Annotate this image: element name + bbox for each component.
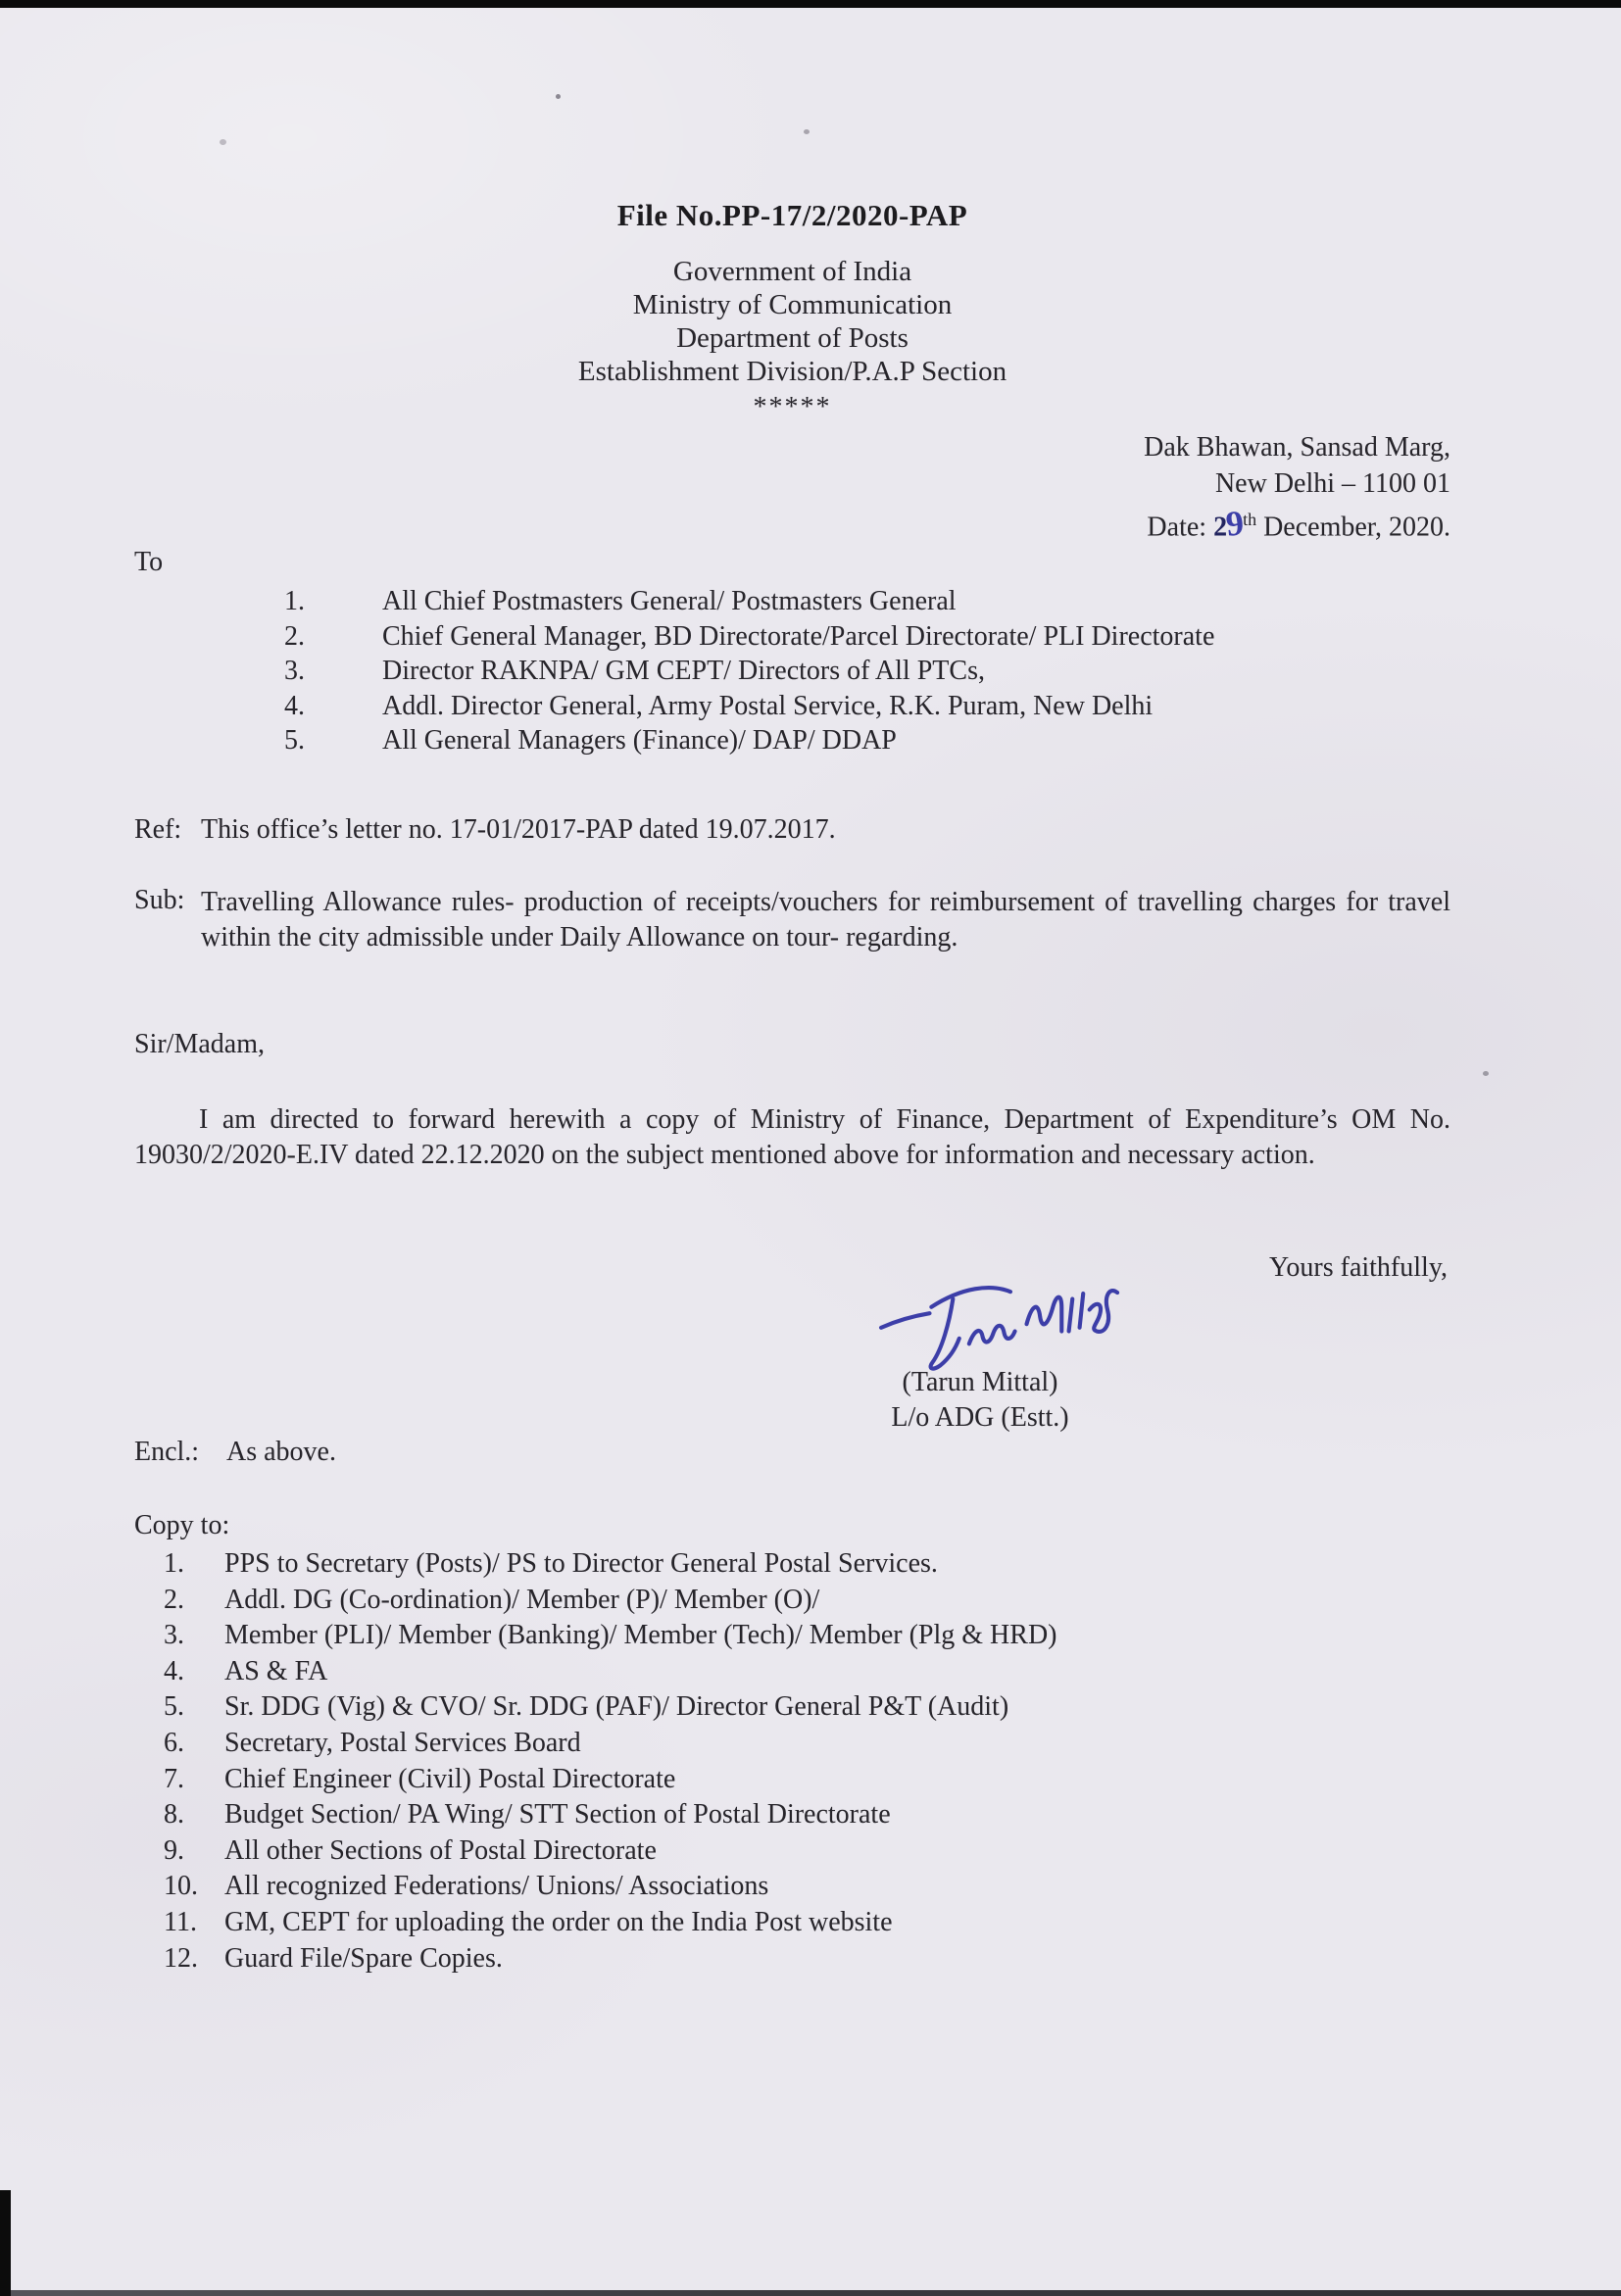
copy-to-number: 5. bbox=[164, 1691, 184, 1723]
scan-edge-top bbox=[0, 0, 1621, 8]
enclosure-text: As above. bbox=[226, 1437, 336, 1467]
signatory-designation: L/o ADG (Estt.) bbox=[891, 1402, 1069, 1433]
recipient-number: 3. bbox=[284, 656, 305, 686]
recipient-row bbox=[134, 584, 1450, 619]
to-label: To bbox=[134, 547, 164, 577]
scan-speck bbox=[556, 94, 561, 99]
copy-to-number: 4. bbox=[164, 1655, 184, 1686]
subject-row bbox=[134, 885, 1450, 955]
copy-to-list bbox=[134, 1546, 1450, 1977]
copy-to-text: Addl. DG (Co-ordination)/ Member (P)/ Member (O)/ bbox=[224, 1584, 820, 1615]
copy-to-text: Chief Engineer (Civil) Postal Directorate bbox=[224, 1763, 676, 1794]
copy-to-text: Member (PLI)/ Member (Banking)/ Member (Tech)/ Member (Plg & HRD) bbox=[224, 1620, 1057, 1651]
copy-to-row bbox=[134, 1905, 1450, 1941]
copy-to-number: 12. bbox=[164, 1942, 198, 1974]
org-line-government: Government of India bbox=[672, 256, 912, 287]
copy-to-row bbox=[134, 1654, 1450, 1690]
copy-to-row bbox=[134, 1941, 1450, 1978]
scan-edge-bottom bbox=[0, 2290, 1621, 2296]
copy-to-number: 2. bbox=[164, 1584, 184, 1615]
recipient-row bbox=[134, 619, 1450, 655]
copy-to-number: 8. bbox=[164, 1799, 184, 1831]
handwritten-day-digit: 9 bbox=[1224, 503, 1247, 545]
copy-to-text: PPS to Secretary (Posts)/ PS to Director General Postal Services. bbox=[224, 1548, 938, 1579]
date-rest: December, 2020. bbox=[1256, 512, 1450, 543]
address-line-1: Dak Bhawan, Sansad Marg, bbox=[1144, 432, 1450, 463]
recipient-row bbox=[134, 654, 1450, 689]
closing-phrase: Yours faithfully, bbox=[1268, 1252, 1448, 1283]
copy-to-number: 11. bbox=[164, 1906, 197, 1937]
copy-to-text: GM, CEPT for uploading the order on the India Post website bbox=[224, 1906, 893, 1937]
body-paragraph: I am directed to forward herewith a copy of Ministry of Finance, Department of Expenditure’s OM No. 19030/2/2020-E.IV dated 22.12.2020 on the subject mentioned above for information and necessary action. bbox=[134, 1104, 1450, 1170]
copy-to-number: 9. bbox=[164, 1834, 184, 1866]
org-line-ministry: Ministry of Communication bbox=[632, 289, 953, 320]
org-line-division: Establishment Division/P.A.P Section bbox=[577, 356, 1007, 387]
org-line-department: Department of Posts bbox=[676, 322, 909, 354]
copy-to-text: All other Sections of Postal Directorate bbox=[224, 1834, 657, 1866]
copy-to-number: 6. bbox=[164, 1727, 184, 1758]
scan-speck bbox=[804, 129, 810, 134]
copy-to-number: 7. bbox=[164, 1763, 184, 1794]
copy-to-number: 10. bbox=[164, 1871, 198, 1902]
scan-edge-corner bbox=[0, 2190, 11, 2296]
copy-to-row bbox=[134, 1797, 1450, 1833]
salutation: Sir/Madam, bbox=[134, 1029, 265, 1059]
signatory-block bbox=[833, 1365, 1127, 1436]
reference-row bbox=[134, 814, 1450, 846]
enclosure-label: Encl.: bbox=[134, 1437, 200, 1467]
copy-to-row bbox=[134, 1726, 1450, 1762]
copy-to-text: Sr. DDG (Vig) & CVO/ Sr. DDG (PAF)/ Director General P&T (Audit) bbox=[224, 1691, 1009, 1723]
recipient-number: 5. bbox=[284, 725, 305, 756]
copy-to-row bbox=[134, 1689, 1450, 1726]
copy-to-row bbox=[134, 1762, 1450, 1798]
copy-to-row bbox=[134, 1869, 1450, 1905]
copy-to-text: Budget Section/ PA Wing/ STT Section of Postal Directorate bbox=[224, 1799, 891, 1831]
copy-to-text: Secretary, Postal Services Board bbox=[224, 1727, 581, 1758]
recipient-number: 4. bbox=[284, 690, 305, 721]
recipient-number: 1. bbox=[284, 586, 305, 616]
enclosure-row bbox=[134, 1437, 336, 1468]
signatory-name: (Tarun Mittal) bbox=[902, 1367, 1058, 1397]
recipient-row bbox=[134, 723, 1450, 758]
recipient-text: Addl. Director General, Army Postal Service, R.K. Puram, New Delhi bbox=[382, 690, 1154, 721]
copy-to-text: All recognized Federations/ Unions/ Associations bbox=[224, 1871, 769, 1902]
date-ordinal: th bbox=[1243, 510, 1257, 529]
date-line bbox=[1144, 502, 1450, 545]
recipient-number: 2. bbox=[284, 620, 305, 652]
ref-text: This office’s letter no. 17-01/2017-PAP dated 19.07.2017. bbox=[201, 814, 836, 845]
copy-to-row bbox=[134, 1833, 1450, 1870]
letterhead bbox=[134, 255, 1450, 424]
copy-to-row bbox=[134, 1546, 1450, 1583]
subject-text: Travelling Allowance rules- production of receipts/vouchers for reimbursement of travelling charges for travel within the city admissible under Daily Allowance on tour- regarding. bbox=[201, 887, 1450, 953]
subject-label: Sub: bbox=[134, 885, 185, 915]
recipient-text: All Chief Postmasters General/ Postmasters General bbox=[382, 586, 957, 616]
copy-to-text: AS & FA bbox=[224, 1655, 328, 1686]
address-block bbox=[1144, 429, 1450, 545]
scan-speck bbox=[220, 139, 226, 145]
address-line-2: New Delhi – 1100 01 bbox=[1214, 468, 1450, 499]
copy-to-number: 3. bbox=[164, 1620, 184, 1651]
signature bbox=[853, 1272, 1147, 1380]
recipient-row bbox=[134, 689, 1450, 724]
copy-to-label: Copy to: bbox=[134, 1510, 230, 1540]
copy-to-number: 1. bbox=[164, 1548, 184, 1579]
copy-to-row bbox=[134, 1618, 1450, 1654]
recipient-text: All General Managers (Finance)/ DAP/ DDAP bbox=[382, 725, 897, 756]
date-day-digit: 2 bbox=[1213, 512, 1228, 543]
recipient-list bbox=[134, 584, 1450, 758]
date-prefix: Date: bbox=[1147, 512, 1214, 543]
copy-to-row bbox=[134, 1583, 1450, 1619]
recipient-text: Director RAKNPA/ GM CEPT/ Directors of All PTCs, bbox=[382, 656, 985, 686]
scan-speck bbox=[1483, 1071, 1489, 1076]
copy-to-text: Guard File/Spare Copies. bbox=[224, 1942, 503, 1974]
separator-stars: ***** bbox=[753, 392, 832, 422]
file-number-heading: File No.PP-17/2/2020-PAP bbox=[616, 198, 968, 232]
recipient-text: Chief General Manager, BD Directorate/Parcel Directorate/ PLI Directorate bbox=[382, 620, 1215, 652]
ref-label: Ref: bbox=[134, 814, 182, 845]
